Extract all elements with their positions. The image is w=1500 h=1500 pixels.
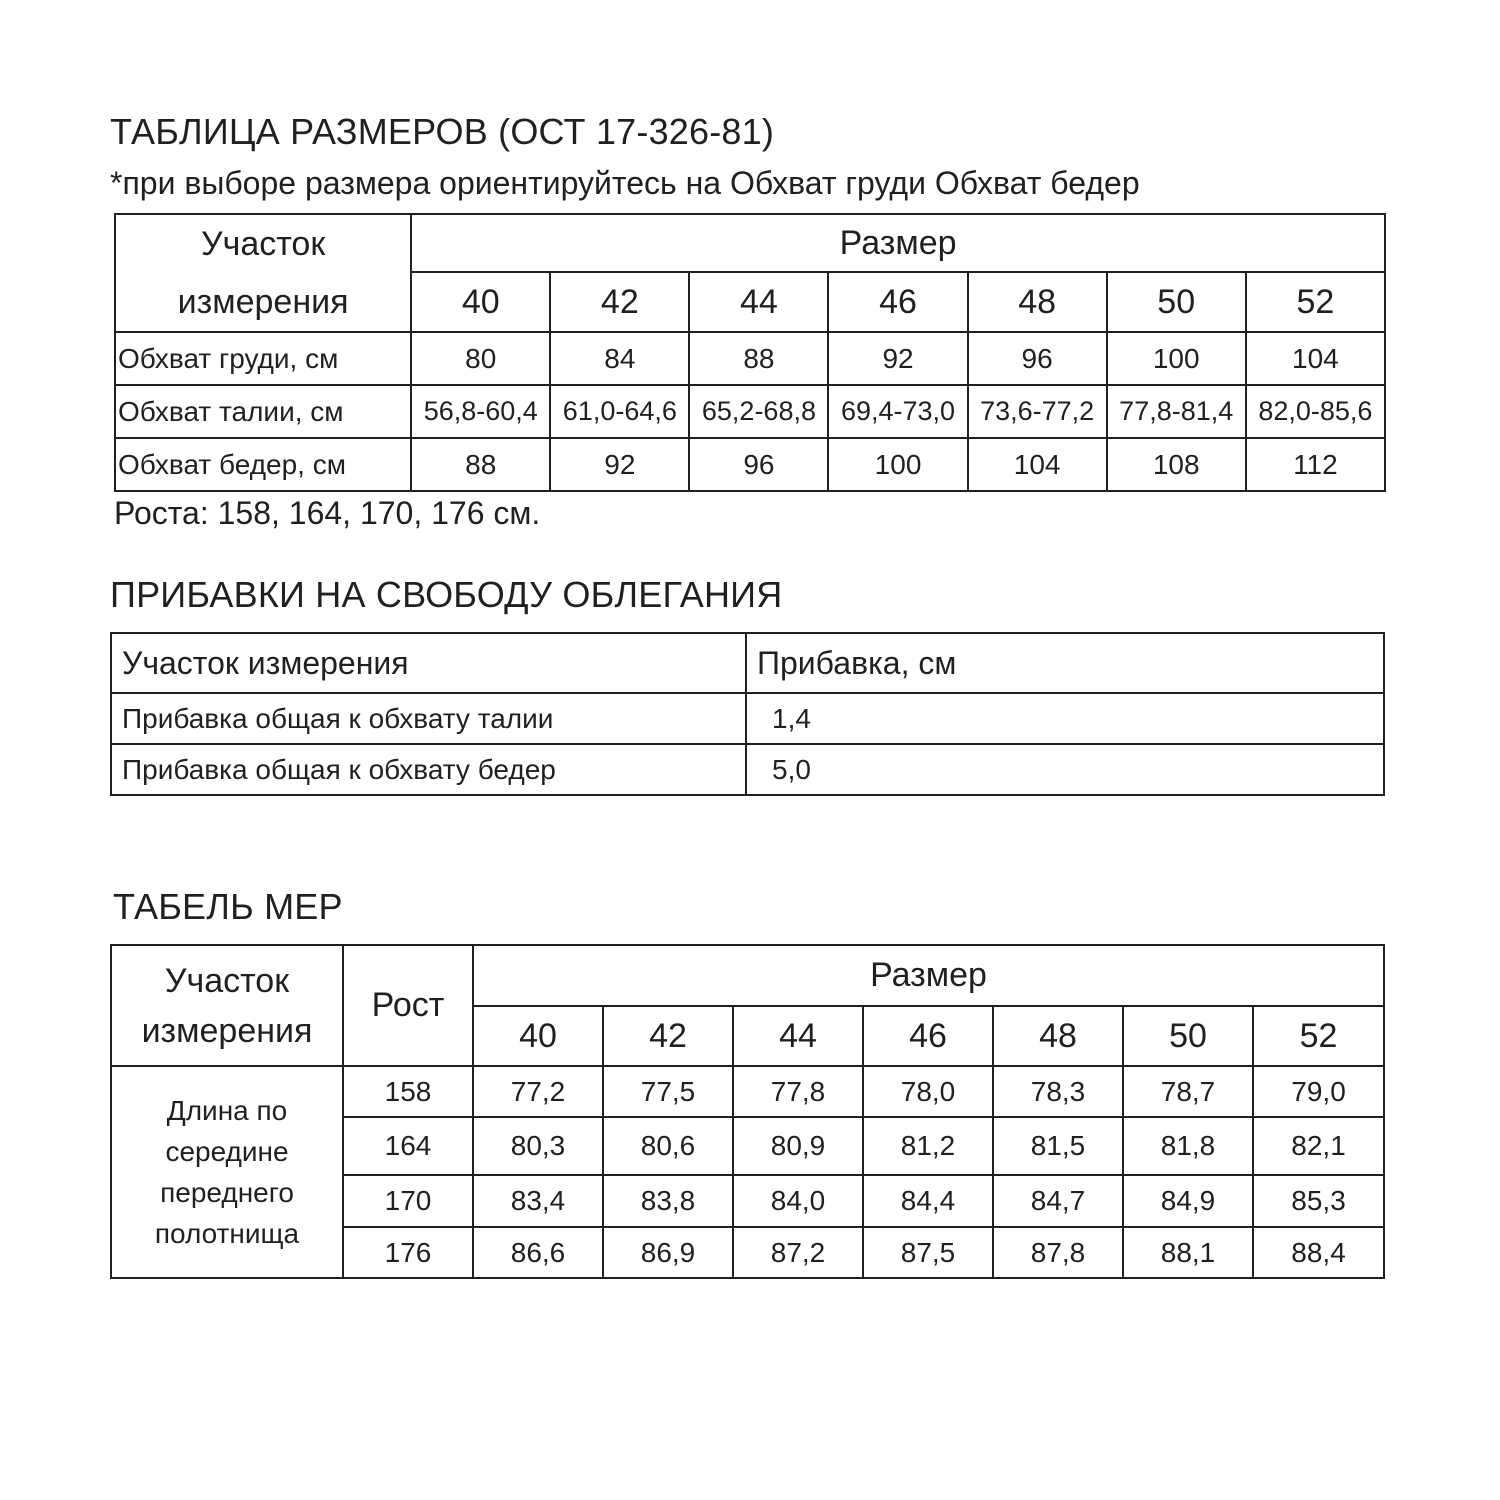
size-cell: 48 xyxy=(968,272,1107,332)
value-cell: 80 xyxy=(411,332,550,385)
value-cell: 87,8 xyxy=(993,1227,1123,1278)
allowance-table-header-row xyxy=(111,633,1384,693)
value-cell: 104 xyxy=(1246,332,1385,385)
value-cell: 112 xyxy=(1246,438,1385,491)
value-cell: 86,6 xyxy=(473,1227,603,1278)
value-cell: 80,6 xyxy=(603,1117,733,1175)
value-cell: 83,8 xyxy=(603,1175,733,1227)
measure-size-header: Размер xyxy=(473,945,1384,1006)
value-cell: 77,2 xyxy=(473,1066,603,1117)
value-cell: 87,2 xyxy=(733,1227,863,1278)
measure-row-label-line: середине xyxy=(165,1136,289,1167)
value-cell: 92 xyxy=(828,332,967,385)
value-cell: 100 xyxy=(828,438,967,491)
value-cell: 81,5 xyxy=(993,1117,1123,1175)
value-cell: 77,5 xyxy=(603,1066,733,1117)
heights-note: Роста: 158, 164, 170, 176 см. xyxy=(114,495,541,531)
row-label-hips: Обхват бедер, см xyxy=(115,438,411,491)
size-cell: 40 xyxy=(411,272,550,332)
value-cell: 82,0-85,6 xyxy=(1246,385,1385,438)
value-cell: 78,0 xyxy=(863,1066,993,1117)
row-label-waist: Обхват талии, см xyxy=(115,385,411,438)
value-cell: 80,9 xyxy=(733,1117,863,1175)
value-cell: 96 xyxy=(689,438,828,491)
measure-height-header: Рост xyxy=(343,945,473,1066)
allowance-label-hips: Прибавка общая к обхвату бедер xyxy=(111,744,746,795)
measure-area-header xyxy=(111,945,343,1066)
value-cell: 104 xyxy=(968,438,1107,491)
size-cell: 44 xyxy=(733,1006,863,1066)
size-cell: 46 xyxy=(863,1006,993,1066)
size-table-note: *при выборе размера ориентируйтесь на Обхват груди Обхват бедер xyxy=(110,165,1140,201)
value-cell: 56,8-60,4 xyxy=(411,385,550,438)
value-cell: 100 xyxy=(1107,332,1246,385)
size-cell: 52 xyxy=(1246,272,1385,332)
allowance-value-header: Прибавка, см xyxy=(746,633,1384,693)
allowance-value: 1,4 xyxy=(746,693,1384,744)
value-cell: 77,8-81,4 xyxy=(1107,385,1246,438)
value-cell: 88 xyxy=(411,438,550,491)
height-cell: 170 xyxy=(343,1175,473,1227)
value-cell: 61,0-64,6 xyxy=(550,385,689,438)
height-cell: 176 xyxy=(343,1227,473,1278)
measure-area-header-line2: измерения xyxy=(141,1011,313,1050)
value-cell: 81,8 xyxy=(1123,1117,1253,1175)
size-cell: 50 xyxy=(1123,1006,1253,1066)
measure-table xyxy=(110,944,1385,1279)
value-cell: 78,3 xyxy=(993,1066,1123,1117)
value-cell: 86,9 xyxy=(603,1227,733,1278)
value-cell: 108 xyxy=(1107,438,1246,491)
table-row xyxy=(115,332,1385,385)
value-cell: 92 xyxy=(550,438,689,491)
value-cell: 85,3 xyxy=(1253,1175,1384,1227)
value-cell: 84,7 xyxy=(993,1175,1123,1227)
value-cell: 73,6-77,2 xyxy=(968,385,1107,438)
value-cell: 88 xyxy=(689,332,828,385)
measure-table-title: ТАБЕЛЬ МЕР xyxy=(113,886,343,927)
size-cell: 50 xyxy=(1107,272,1246,332)
measure-row-label-line: полотнища xyxy=(154,1218,300,1249)
allowance-label-waist: Прибавка общая к обхвату талии xyxy=(111,693,746,744)
allowance-table-title: ПРИБАВКИ НА СВОБОДУ ОБЛЕГАНИЯ xyxy=(110,574,783,615)
value-cell: 96 xyxy=(968,332,1107,385)
value-cell: 84,0 xyxy=(733,1175,863,1227)
allowance-area-header: Участок измерения xyxy=(111,633,746,693)
allowance-table xyxy=(110,632,1385,796)
measure-area-header-line1: Участок xyxy=(164,961,290,1000)
size-table-area-header xyxy=(115,214,411,332)
size-cell: 52 xyxy=(1253,1006,1384,1066)
allowance-value: 5,0 xyxy=(746,744,1384,795)
size-cell: 48 xyxy=(993,1006,1123,1066)
value-cell: 84,4 xyxy=(863,1175,993,1227)
size-cell: 44 xyxy=(689,272,828,332)
value-cell: 79,0 xyxy=(1253,1066,1384,1117)
height-cell: 164 xyxy=(343,1117,473,1175)
size-cell: 40 xyxy=(473,1006,603,1066)
size-table-title: ТАБЛИЦА РАЗМЕРОВ (ОСТ 17-326-81) xyxy=(110,111,775,152)
size-cell: 46 xyxy=(828,272,967,332)
table-row xyxy=(111,744,1384,795)
value-cell: 84,9 xyxy=(1123,1175,1253,1227)
table-row xyxy=(115,438,1385,491)
size-table-size-header: Размер xyxy=(411,214,1385,272)
table-row xyxy=(111,1066,1384,1117)
table-row xyxy=(115,385,1385,438)
size-table-header-row xyxy=(115,214,1385,272)
row-label-chest: Обхват груди, см xyxy=(115,332,411,385)
value-cell: 77,8 xyxy=(733,1066,863,1117)
value-cell: 81,2 xyxy=(863,1117,993,1175)
table-row xyxy=(111,693,1384,744)
size-table-area-header-line1: Участок xyxy=(201,225,326,263)
measure-row-label xyxy=(111,1066,343,1278)
size-cell: 42 xyxy=(550,272,689,332)
value-cell: 87,5 xyxy=(863,1227,993,1278)
measure-row-label-line: переднего xyxy=(160,1177,294,1208)
value-cell: 80,3 xyxy=(473,1117,603,1175)
value-cell: 65,2-68,8 xyxy=(689,385,828,438)
measure-row-label-line: Длина по xyxy=(166,1095,288,1126)
size-cell: 42 xyxy=(603,1006,733,1066)
value-cell: 88,4 xyxy=(1253,1227,1384,1278)
value-cell: 69,4-73,0 xyxy=(828,385,967,438)
value-cell: 83,4 xyxy=(473,1175,603,1227)
value-cell: 84 xyxy=(550,332,689,385)
value-cell: 78,7 xyxy=(1123,1066,1253,1117)
size-table-area-header-line2: измерения xyxy=(177,283,349,321)
size-table xyxy=(114,213,1386,492)
value-cell: 82,1 xyxy=(1253,1117,1384,1175)
measure-table-header-row xyxy=(111,945,1384,1006)
height-cell: 158 xyxy=(343,1066,473,1117)
value-cell: 88,1 xyxy=(1123,1227,1253,1278)
